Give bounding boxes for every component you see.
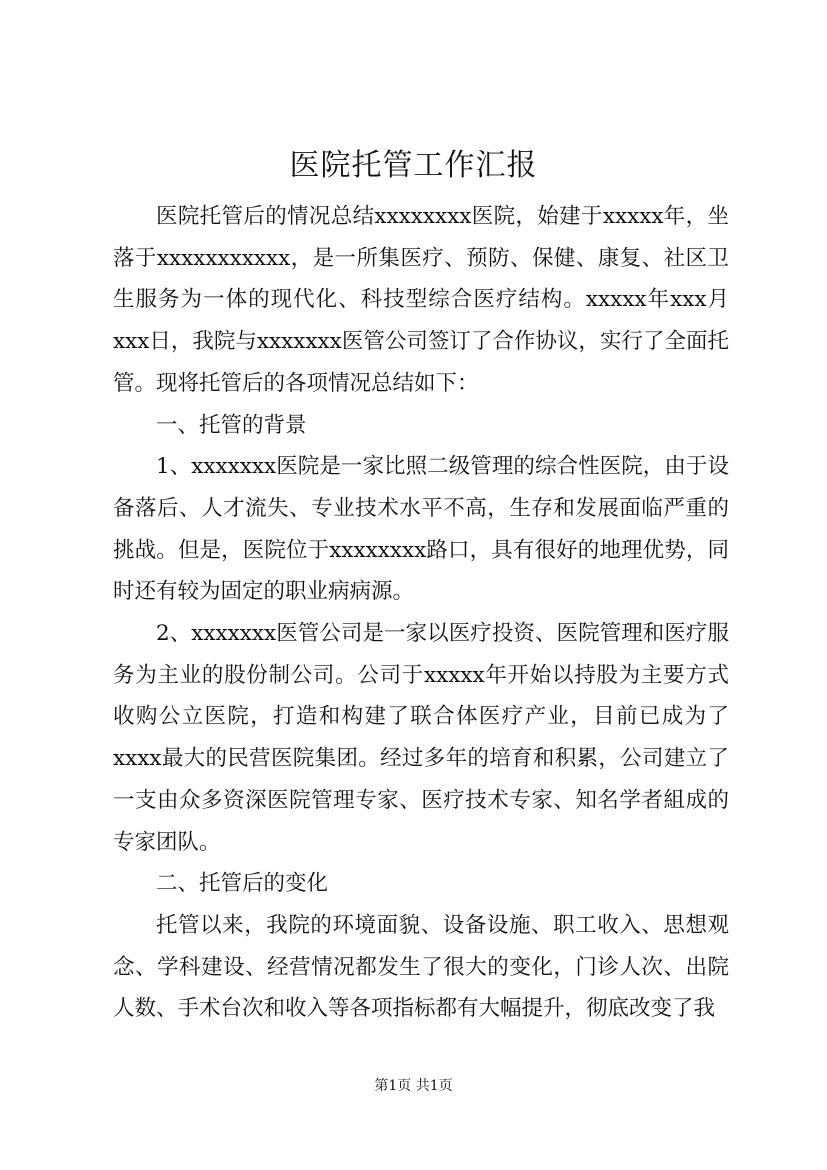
paragraph-intro: 医院托管后的情况总结xxxxxxxx医院，始建于xxxxx年，坐落于xxxxxxxxxxx，是一所集医疗、预防、保健、康复、社区卫生服务为一体的现代化、科技型综合医疗结构。xxxxx年xxx月xxx日，我院与xxxxxxx医管公司签订了合作协议，实行了全面托管。现将托管后的各项情况总结如下：	[113, 204, 729, 396]
page-footer: 第1页 共1页	[374, 1078, 453, 1094]
paragraph-changes: 托管以来，我院的环境面貌、设备设施、职工收入、思想观念、学科建设、经营情况都发生了很大的变化，门诊人次、出院人数、手术台次和收入等各项指标都有大幅提升，彻底改变了我	[113, 912, 729, 1022]
paragraph-background-1: 1、xxxxxxx医院是一家比照二级管理的综合性医院，由于设备落后、人才流失、专业技术水平不高，生存和发展面临严重的挑战。但是，医院位于xxxxxxxx路口，具有很好的地理优势，同时还有较为固定的职业病病源。	[113, 454, 729, 605]
section-heading-background: 一、托管的背景	[156, 412, 307, 438]
section-heading-changes: 二、托管后的变化	[156, 871, 329, 897]
document-body	[113, 196, 729, 1030]
document-title: 医院托管工作汇报	[289, 148, 538, 183]
paragraph-background-2: 2、xxxxxxx医管公司是一家以医疗投资、医院管理和医疗服务为主业的股份制公司。公司于xxxxx年开始以持股为主要方式收购公立医院，打造和构建了联合体医疗产业，目前已成为了xxxx最大的民营医院集团。经过多年的培育和积累，公司建立了一支由众多资深医院管理专家、医疗技术专家、知名学者組成的专家团队。	[113, 621, 729, 855]
